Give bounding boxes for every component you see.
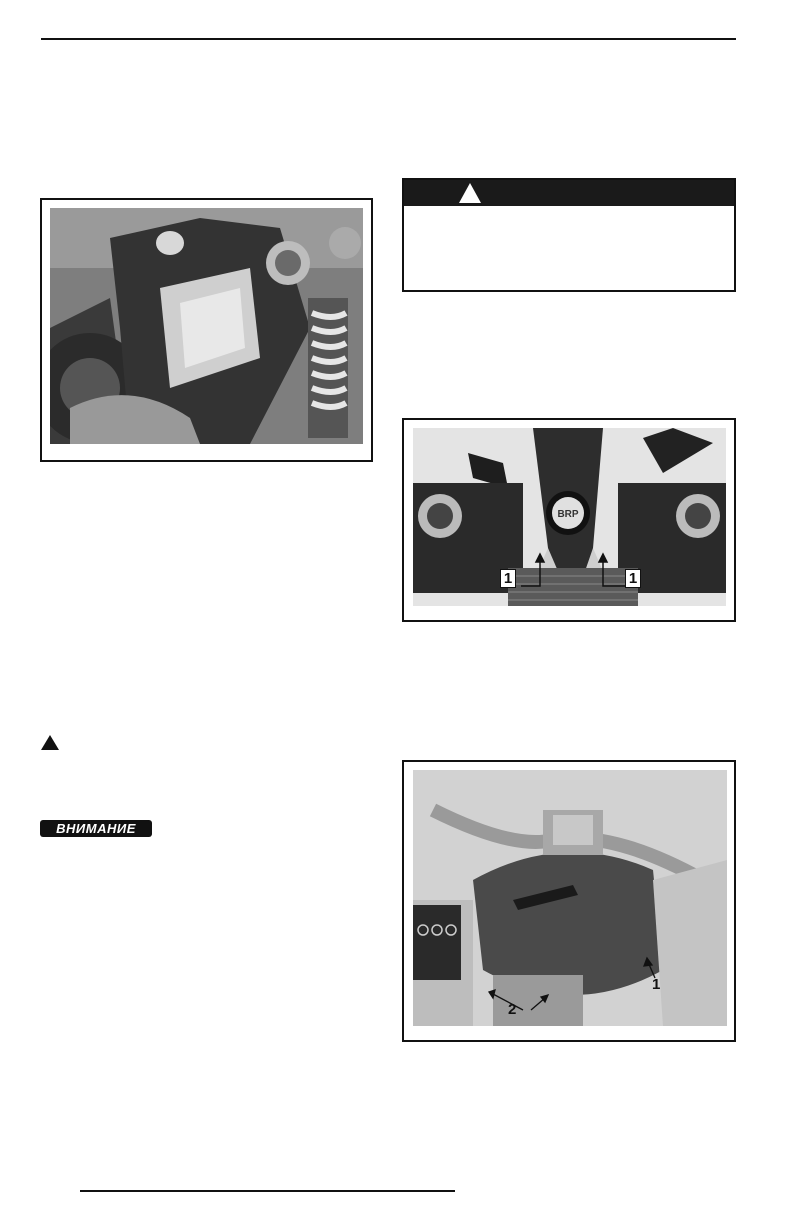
footer-rule (80, 1190, 455, 1192)
warning-triangle-icon (40, 734, 60, 751)
figure-front-view-photo (402, 418, 736, 622)
callout-2: 2 (508, 1001, 517, 1018)
warning-box (402, 178, 736, 292)
figure-handlebar-cover-photo (402, 760, 736, 1042)
callout-1-right: 1 (625, 569, 641, 588)
warning-header-bar (404, 180, 734, 206)
callout-1: 1 (652, 976, 661, 993)
svg-text:BRP: BRP (557, 509, 579, 520)
photo-front-view (413, 428, 726, 606)
photo-front-fascia (50, 208, 363, 444)
figure-front-fascia-photo (40, 198, 373, 462)
callout-1-left: 1 (500, 569, 516, 588)
caution-badge: ВНИМАНИЕ (40, 820, 152, 837)
header-rule (41, 38, 736, 40)
photo-handlebar-cover (413, 770, 727, 1026)
warning-triangle-icon (458, 182, 482, 204)
